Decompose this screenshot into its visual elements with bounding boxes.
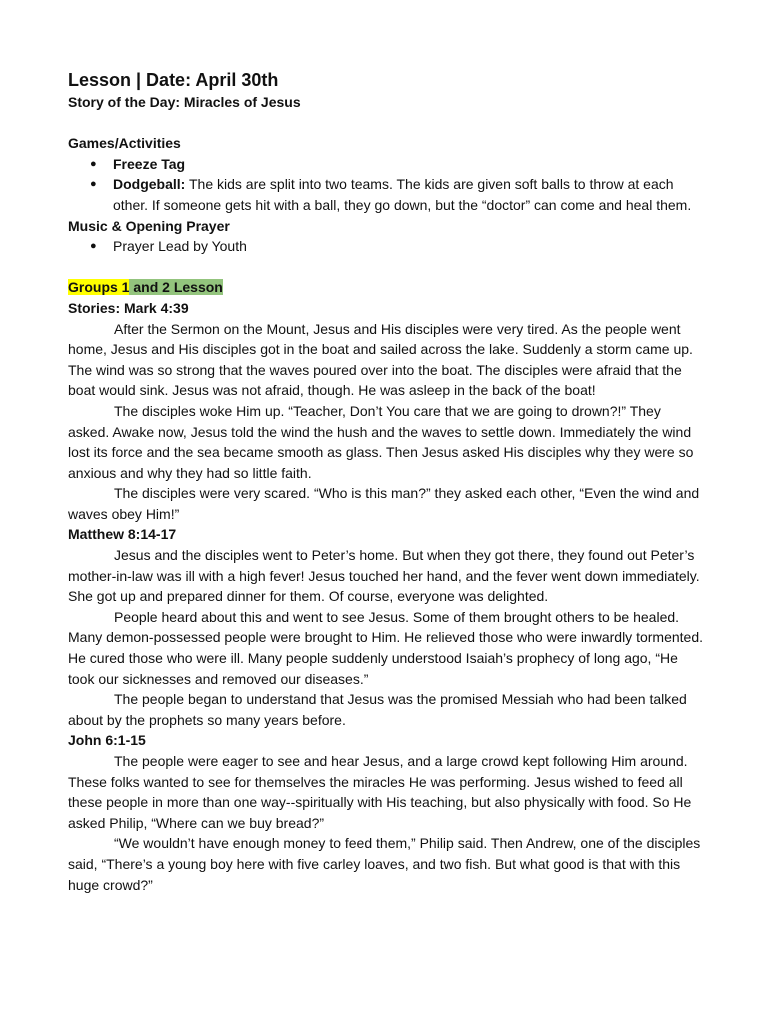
story-paragraph: The disciples woke Him up. “Teacher, Don’t You care that we are going to drown?!” They asked. Awake now, Jesus told the wind the hush and the waves to settle down. Immediately the wind lost its force and the sea became smooth as glass. Then Jesus asked His disciples why they were so anxious and why they had so little faith. bbox=[68, 402, 694, 481]
game-label: Freeze Tag bbox=[113, 155, 186, 172]
story-paragraph: Jesus and the disciples went to Peter’s home. But when they got there, they found out Peter’s mother-in-law was ill with a high fever! Jesus touched her hand, and the fever went down immediately. She got up and prepared dinner for them. Of course, everyone was delighted. bbox=[68, 547, 700, 605]
highlight-yellow: Groups 1 bbox=[68, 279, 130, 296]
games-heading: Games/Activities bbox=[68, 135, 181, 152]
section-heading: John 6:1-15 bbox=[68, 732, 146, 749]
lesson-title: Lesson | Date: April 30th bbox=[68, 70, 279, 90]
section-heading: Stories: Mark 4:39 bbox=[68, 299, 189, 316]
story-paragraph: People heard about this and went to see Jesus. Some of them brought others to be healed. Many demon-possessed people were brought to Him. He relieved those who were inwardly tormented. He cured those who were ill. Many people suddenly understood Isaiah’s prophecy of long ago, “He took our sicknesses and removed our diseases.” bbox=[68, 608, 703, 687]
game-label: Dodgeball: bbox=[113, 176, 186, 193]
list-item bbox=[90, 154, 704, 175]
story-of-day: Story of the Day: Miracles of Jesus bbox=[68, 94, 301, 110]
music-list bbox=[68, 236, 704, 257]
spacer bbox=[68, 257, 704, 278]
music-heading: Music & Opening Prayer bbox=[68, 217, 230, 234]
section-heading: Matthew 8:14-17 bbox=[68, 526, 177, 543]
story-paragraph: The people were eager to see and hear Jesus, and a large crowd kept following Him around. These folks wanted to see for themselves the miracles He was performing. Jesus wished to feed all these people in more than one way--spiritually with His teaching, but also physically with food. So He asked Philip, “Where can we buy bread?” bbox=[68, 753, 692, 831]
spacer bbox=[68, 113, 704, 134]
games-list bbox=[68, 154, 704, 216]
story-paragraph: “We wouldn’t have enough money to feed them,” Philip said. Then Andrew, one of the disciples said, “There’s a young boy here with five carley loaves, and two fish. But what good is that with this huge crowd?” bbox=[68, 835, 701, 893]
list-item bbox=[90, 174, 704, 215]
highlight-green: and 2 Lesson bbox=[129, 279, 223, 296]
story-paragraph: The disciples were very scared. “Who is this man?” they asked each other, “Even the wind and waves obey Him!” bbox=[68, 485, 700, 522]
game-description: The kids are split into two teams. The kids are given soft balls to throw at each other. If someone gets hit with a ball, they go down, but the “doctor” can come and heal them. bbox=[113, 176, 692, 213]
story-paragraph: The people began to understand that Jesus was the promised Messiah who had been talked about by the prophets so many years before. bbox=[68, 691, 687, 728]
story-paragraph: After the Sermon on the Mount, Jesus and His disciples were very tired. As the people went home, Jesus and His disciples got in the boat and sailed across the lake. Suddenly a storm came up. The wind was so strong that the waves poured over into the boat. The disciples were afraid that the boat would sink. Jesus was not afraid, though. He was asleep in the back of the boat! bbox=[68, 320, 693, 399]
list-item: ● Prayer Lead by Youth bbox=[90, 236, 704, 257]
groups-heading bbox=[68, 277, 704, 298]
